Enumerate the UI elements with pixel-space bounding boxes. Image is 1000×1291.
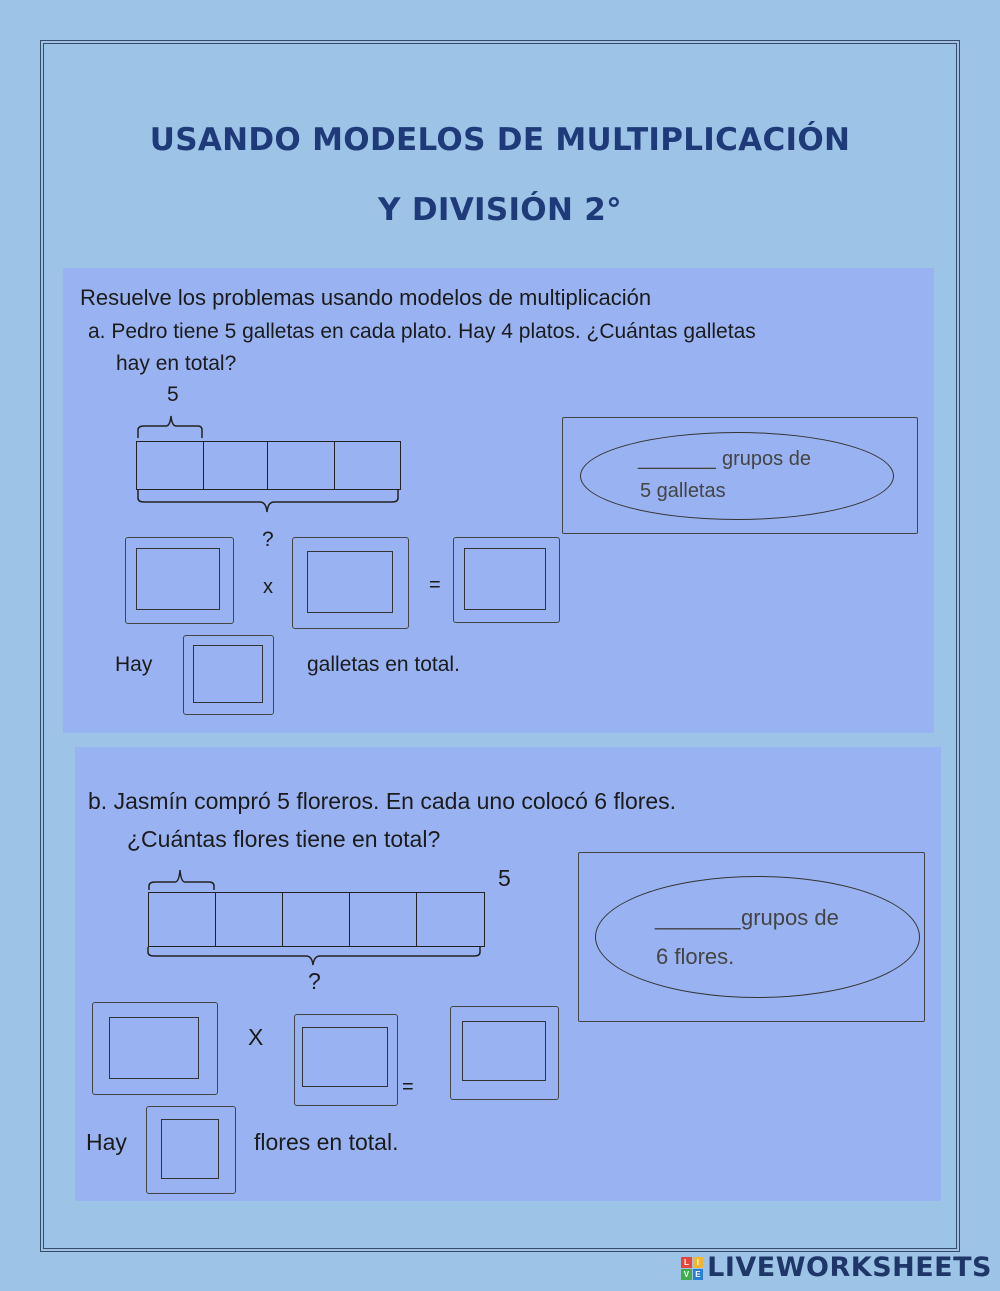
logo-letter: E: [693, 1269, 704, 1280]
logo-letter: L: [681, 1257, 692, 1268]
equals-sign-b: =: [402, 1076, 414, 1098]
groups-ellipse-b: [595, 876, 920, 998]
groups-blank-a[interactable]: _______: [638, 448, 716, 470]
problem-b-question-line-1: b. Jasmín compró 5 floreros. En cada uno colocó 6 flores.: [88, 788, 677, 814]
total-answer-box-a[interactable]: [183, 635, 274, 715]
page-title-line-1: USANDO MODELOS DE MULTIPLICACIÓN: [149, 122, 851, 158]
total-answer-box-b[interactable]: [146, 1106, 236, 1194]
groups-text-b: grupos de: [741, 905, 839, 930]
times-sign-b: X: [248, 1024, 264, 1050]
groups-text-a: grupos de: [722, 448, 811, 470]
bar-cell: [417, 893, 484, 946]
problem-a-question-line-2: hay en total?: [116, 352, 237, 375]
bar-total-brace: [136, 488, 402, 520]
bar-segment-brace-b: [147, 864, 219, 894]
groups-text-b-2: 6 flores.: [656, 944, 735, 969]
page-title-line-2: Y DIVISIÓN 2°: [378, 192, 622, 228]
bar-cell: [216, 893, 283, 946]
problem-a-question-line-1: a. Pedro tiene 5 galletas en cada plato. Hay 4 platos. ¿Cuántas galletas: [88, 320, 756, 343]
logo-letter: V: [681, 1269, 692, 1280]
liveworksheets-brand: [681, 1252, 992, 1283]
answer-prefix-b: Hay: [86, 1129, 127, 1155]
product-answer-box-a[interactable]: [453, 537, 560, 623]
brand-name: LIVEWORKSHEETS: [707, 1252, 992, 1283]
liveworksheets-logo-icon: [681, 1257, 703, 1279]
product-answer-box-b[interactable]: [450, 1006, 559, 1100]
bar-cell: [149, 893, 216, 946]
answer-prefix-a: Hay: [115, 653, 153, 676]
factor-2-answer-box-b[interactable]: [294, 1014, 398, 1106]
logo-letter: I: [693, 1257, 704, 1268]
groups-ellipse-a: [580, 432, 894, 520]
factor-2-answer-box-a[interactable]: [292, 537, 409, 629]
times-sign-a: x: [263, 576, 273, 598]
bar-model-b: [148, 892, 485, 947]
instruction-text: Resuelve los problemas usando modelos de multiplicación: [80, 285, 652, 310]
answer-suffix-a: galletas en total.: [307, 653, 460, 676]
answer-suffix-b: flores en total.: [254, 1129, 399, 1155]
groups-blank-b[interactable]: _______: [655, 905, 741, 930]
bar-total-label: ?: [262, 528, 274, 551]
factor-1-answer-box-b[interactable]: [92, 1002, 218, 1095]
equals-sign-a: =: [429, 574, 441, 596]
problem-b-question-line-2: ¿Cuántas flores tiene en total?: [127, 826, 441, 852]
bar-cell: [350, 893, 417, 946]
bar-cell: [137, 442, 204, 489]
bar-cell: [335, 442, 400, 489]
bar-segment-brace: [136, 412, 206, 442]
bar-total-label-b: ?: [308, 968, 321, 994]
bar-cell: [268, 442, 335, 489]
bar-model-a: [136, 441, 401, 490]
bar-cell: [283, 893, 350, 946]
factor-1-answer-box-a[interactable]: [125, 537, 234, 624]
bar-segment-label-b: 5: [498, 865, 511, 891]
groups-text-a-2: 5 galletas: [640, 480, 726, 502]
bar-cell: [204, 442, 268, 489]
bar-segment-label: 5: [167, 383, 179, 406]
